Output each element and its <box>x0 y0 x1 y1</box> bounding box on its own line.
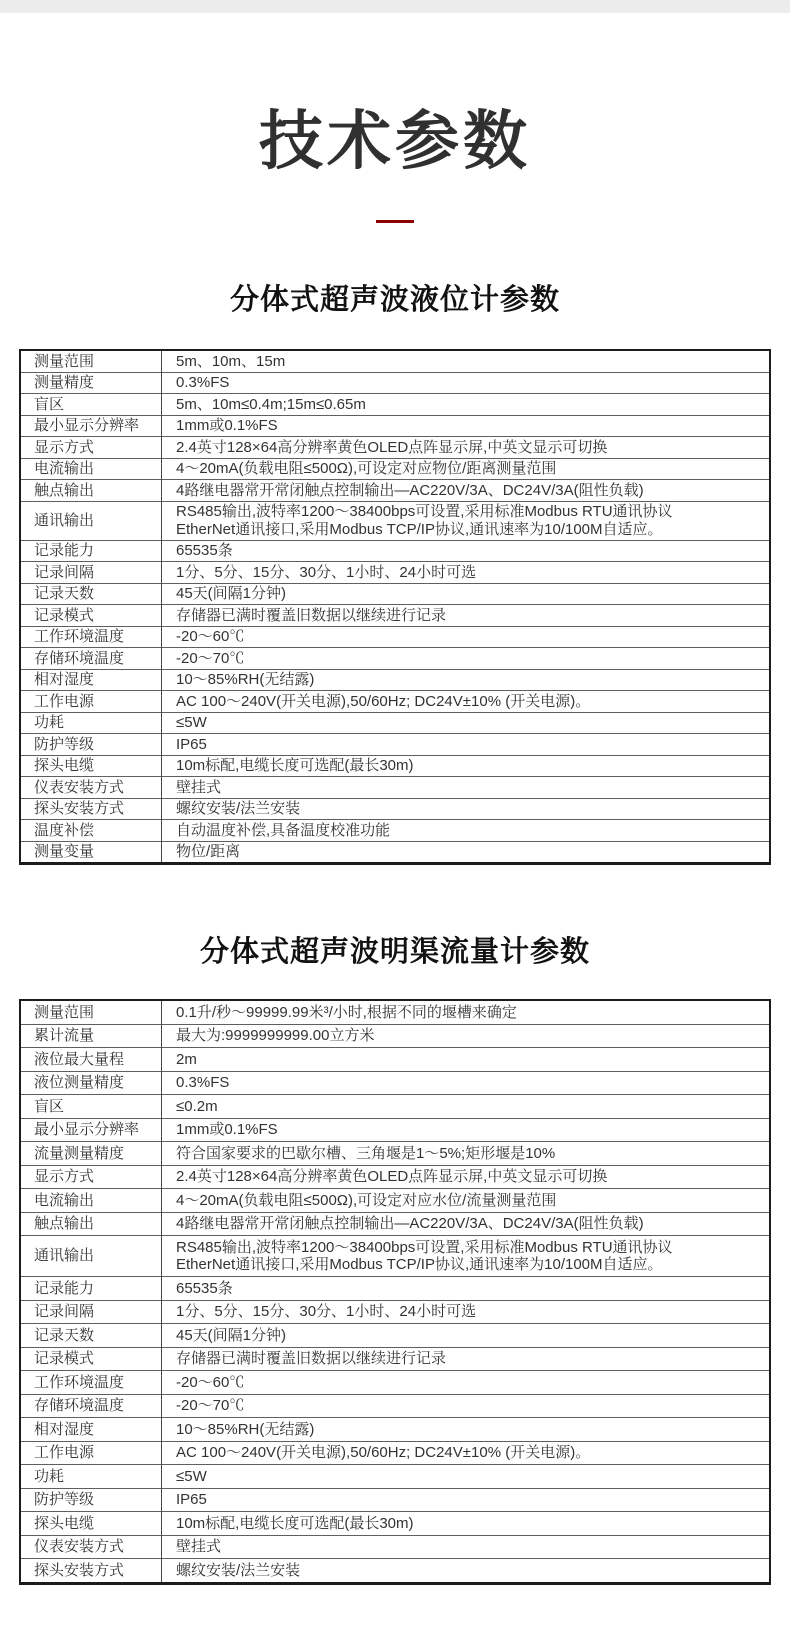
spec-label: 记录天数 <box>20 1324 162 1348</box>
spec-row <box>20 1512 770 1536</box>
spec-value: 符合国家要求的巴歇尔槽、三角堰是1～5%;矩形堰是10% <box>162 1142 771 1166</box>
spec-row <box>20 1165 770 1189</box>
spec-label: 测量变量 <box>20 841 162 864</box>
spec-row <box>20 501 770 540</box>
spec-value: RS485输出,波特率1200～38400bps可设置,采用标准Modbus RTU通讯协议 EtherNet通讯接口,采用Modbus TCP/IP协议,通讯速率为10/100M自适应。 <box>162 501 771 540</box>
spec-row <box>20 394 770 416</box>
spec-row <box>20 1535 770 1559</box>
spec-label: 测量范围 <box>20 350 162 372</box>
spec-label: 显示方式 <box>20 1165 162 1189</box>
spec-label: 显示方式 <box>20 437 162 459</box>
spec-row <box>20 372 770 394</box>
spec-row <box>20 540 770 562</box>
spec-row <box>20 562 770 584</box>
top-bar <box>0 0 790 13</box>
spec-label: 记录能力 <box>20 540 162 562</box>
spec-value: -20～70℃ <box>162 1394 771 1418</box>
spec-value: 壁挂式 <box>162 777 771 799</box>
spec-row <box>20 1324 770 1348</box>
title-underline-decoration <box>376 220 414 223</box>
spec-row <box>20 1394 770 1418</box>
spec-value: 最大为:9999999999.00立方米 <box>162 1024 771 1048</box>
spec-value: 1mm或0.1%FS <box>162 415 771 437</box>
spec-row <box>20 1559 770 1584</box>
spec-value: 自动温度补偿,具备温度校准功能 <box>162 820 771 842</box>
spec-row <box>20 1300 770 1324</box>
spec-value: AC 100～240V(开关电源),50/60Hz; DC24V±10% (开关电源)。 <box>162 1441 771 1465</box>
spec-value: IP65 <box>162 1488 771 1512</box>
spec-label: 仪表安装方式 <box>20 1535 162 1559</box>
spec-label: 防护等级 <box>20 734 162 756</box>
spec-section <box>0 283 790 865</box>
spec-row <box>20 1236 770 1277</box>
spec-label: 存储环境温度 <box>20 1394 162 1418</box>
spec-row <box>20 1000 770 1024</box>
spec-row <box>20 1277 770 1301</box>
spec-row <box>20 437 770 459</box>
spec-value: 10m标配,电缆长度可选配(最长30m) <box>162 755 771 777</box>
spec-value: -20～60℃ <box>162 626 771 648</box>
spec-value: 0.3%FS <box>162 372 771 394</box>
spec-row <box>20 626 770 648</box>
spec-value: 5m、10m≤0.4m;15m≤0.65m <box>162 394 771 416</box>
spec-label: 记录间隔 <box>20 562 162 584</box>
spec-value: 4路继电器常开常闭触点控制输出—AC220V/3A、DC24V/3A(阻性负载) <box>162 1212 771 1236</box>
spec-label: 盲区 <box>20 1095 162 1119</box>
spec-value: IP65 <box>162 734 771 756</box>
spec-value: 1分、5分、15分、30分、1小时、24小时可选 <box>162 562 771 584</box>
spec-value: ≤5W <box>162 1465 771 1489</box>
spec-value: 存储器已满时覆盖旧数据以继续进行记录 <box>162 1347 771 1371</box>
spec-label: 触点输出 <box>20 480 162 502</box>
spec-label: 相对湿度 <box>20 669 162 691</box>
spec-label: 累计流量 <box>20 1024 162 1048</box>
spec-value: 螺纹安装/法兰安装 <box>162 798 771 820</box>
spec-row <box>20 458 770 480</box>
spec-value: 5m、10m、15m <box>176 352 286 370</box>
spec-row <box>20 1071 770 1095</box>
spec-value: -20～60℃ <box>162 1371 771 1395</box>
spec-label: 记录模式 <box>20 605 162 627</box>
spec-label: 温度补偿 <box>20 820 162 842</box>
spec-label: 记录能力 <box>20 1277 162 1301</box>
spec-value: 存储器已满时覆盖旧数据以继续进行记录 <box>162 605 771 627</box>
spec-value: 壁挂式 <box>162 1535 771 1559</box>
spec-value: 螺纹安装/法兰安装 <box>162 1559 771 1584</box>
spec-row <box>20 691 770 713</box>
spec-label: 流量测量精度 <box>20 1142 162 1166</box>
spec-row <box>20 1142 770 1166</box>
spec-value: 10～85%RH(无结露) <box>162 1418 771 1442</box>
spec-label: 探头电缆 <box>20 755 162 777</box>
spec-label: 探头安装方式 <box>20 798 162 820</box>
spec-label: 液位最大量程 <box>20 1048 162 1072</box>
spec-label: 触点输出 <box>20 1212 162 1236</box>
spec-value: ≤5W <box>162 712 771 734</box>
sections-container <box>0 283 790 1585</box>
spec-row <box>20 820 770 842</box>
spec-row <box>20 1212 770 1236</box>
spec-label: 测量精度 <box>20 372 162 394</box>
spec-label: 最小显示分辨率 <box>20 415 162 437</box>
spec-value: 0.3%FS <box>162 1071 771 1095</box>
spec-value: 1mm或0.1%FS <box>162 1118 771 1142</box>
spec-label: 探头安装方式 <box>20 1559 162 1584</box>
spec-row <box>20 1371 770 1395</box>
spec-row <box>20 648 770 670</box>
spec-value: 2.4英寸128×64高分辨率黄色OLED点阵显示屏,中英文显示可切换 <box>162 437 771 459</box>
spec-value: 物位/距离 <box>162 841 771 864</box>
spec-label: 相对湿度 <box>20 1418 162 1442</box>
spec-row <box>20 712 770 734</box>
spec-value: 4～20mA(负载电阻≤500Ω),可设定对应水位/流量测量范围 <box>162 1189 771 1213</box>
spec-row <box>20 1048 770 1072</box>
spec-value: 4～20mA(负载电阻≤500Ω),可设定对应物位/距离测量范围 <box>162 458 771 480</box>
spec-row <box>20 798 770 820</box>
spec-label: 记录模式 <box>20 1347 162 1371</box>
spec-row <box>20 841 770 864</box>
spec-label: 测量范围 <box>20 1000 162 1024</box>
spec-row <box>20 350 770 372</box>
spec-row <box>20 755 770 777</box>
spec-row <box>20 1465 770 1489</box>
spec-value: RS485输出,波特率1200～38400bps可设置,采用标准Modbus RTU通讯协议 EtherNet通讯接口,采用Modbus TCP/IP协议,通讯速率为10/100M自适应。 <box>162 1236 771 1277</box>
spec-row <box>20 734 770 756</box>
spec-label: 液位测量精度 <box>20 1071 162 1095</box>
spec-row <box>20 1418 770 1442</box>
spec-label: 电流输出 <box>20 458 162 480</box>
spec-section <box>0 935 790 1585</box>
spec-row <box>20 1488 770 1512</box>
spec-table <box>19 999 771 1585</box>
spec-label: 通讯输出 <box>20 501 162 540</box>
spec-row <box>20 583 770 605</box>
spec-value: 45天(间隔1分钟) <box>162 583 771 605</box>
spec-row <box>20 1347 770 1371</box>
spec-value: 1分、5分、15分、30分、1小时、24小时可选 <box>162 1300 771 1324</box>
spec-row <box>20 1441 770 1465</box>
spec-row <box>20 480 770 502</box>
spec-label: 通讯输出 <box>20 1236 162 1277</box>
spec-label: 工作电源 <box>20 691 162 713</box>
spec-label: 电流输出 <box>20 1189 162 1213</box>
spec-value: 65535条 <box>162 1277 771 1301</box>
spec-row <box>20 415 770 437</box>
spec-row <box>20 1118 770 1142</box>
spec-label: 仪表安装方式 <box>20 777 162 799</box>
spec-value: ≤0.2m <box>162 1095 771 1119</box>
section-heading: 分体式超声波液位计参数 <box>229 284 560 316</box>
spec-table <box>19 349 771 865</box>
section-heading: 分体式超声波明渠流量计参数 <box>199 936 590 968</box>
spec-label: 防护等级 <box>20 1488 162 1512</box>
spec-label: 工作电源 <box>20 1441 162 1465</box>
spec-value: 45天(间隔1分钟) <box>162 1324 771 1348</box>
spec-label: 工作环境温度 <box>20 626 162 648</box>
spec-label: 记录间隔 <box>20 1300 162 1324</box>
spec-row <box>20 777 770 799</box>
spec-label: 盲区 <box>20 394 162 416</box>
spec-label: 存储环境温度 <box>20 648 162 670</box>
spec-row <box>20 1189 770 1213</box>
spec-label: 最小显示分辨率 <box>20 1118 162 1142</box>
spec-row <box>20 605 770 627</box>
spec-value: 2.4英寸128×64高分辨率黄色OLED点阵显示屏,中英文显示可切换 <box>162 1165 771 1189</box>
spec-label: 探头电缆 <box>20 1512 162 1536</box>
spec-label: 工作环境温度 <box>20 1371 162 1395</box>
spec-value: 0.1升/秒～99999.99米³/小时,根据不同的堰槽来确定 <box>176 1003 517 1021</box>
page-title: 技术参数 <box>259 105 531 177</box>
spec-value: -20～70℃ <box>162 648 771 670</box>
spec-value: AC 100～240V(开关电源),50/60Hz; DC24V±10% (开关电源)。 <box>162 691 771 713</box>
spec-value: 10m标配,电缆长度可选配(最长30m) <box>162 1512 771 1536</box>
spec-label: 记录天数 <box>20 583 162 605</box>
spec-row <box>20 669 770 691</box>
spec-value: 2m <box>162 1048 771 1072</box>
spec-label: 功耗 <box>20 1465 162 1489</box>
spec-row <box>20 1024 770 1048</box>
spec-value: 10～85%RH(无结露) <box>162 669 771 691</box>
spec-value: 4路继电器常开常闭触点控制输出—AC220V/3A、DC24V/3A(阻性负载) <box>162 480 771 502</box>
spec-value: 65535条 <box>162 540 771 562</box>
spec-label: 功耗 <box>20 712 162 734</box>
spec-row <box>20 1095 770 1119</box>
